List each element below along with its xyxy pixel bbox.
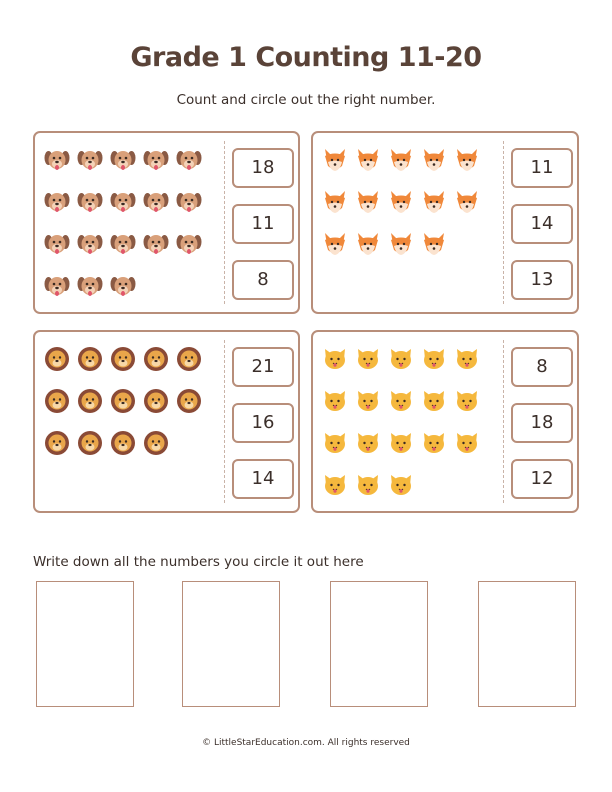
lion-face-icon <box>77 430 103 456</box>
fox-face-icon <box>421 147 447 173</box>
cat-face-icon <box>454 388 480 414</box>
answer-choice[interactable]: 21 <box>232 347 294 387</box>
answer-choice[interactable]: 11 <box>511 148 573 188</box>
fox-face-icon <box>388 231 414 257</box>
fox-face-icon <box>355 231 381 257</box>
dog-face-icon <box>44 189 70 215</box>
counting-panel <box>33 330 300 513</box>
cat-face-icon <box>454 430 480 456</box>
dashed-divider <box>224 340 225 503</box>
cat-face-icon <box>355 472 381 498</box>
dog-face-icon <box>176 189 202 215</box>
dog-face-icon <box>77 147 103 173</box>
cat-face-icon <box>355 346 381 372</box>
copyright-footer: © LittleStarEducation.com. All rights reserved <box>202 738 410 748</box>
write-instructions: Write down all the numbers you circle it out here <box>33 554 364 570</box>
fox-face-icon <box>355 189 381 215</box>
answer-choice[interactable]: 8 <box>232 260 294 300</box>
cat-face-icon <box>388 472 414 498</box>
lion-face-icon <box>44 430 70 456</box>
cat-face-icon <box>322 388 348 414</box>
answer-choice[interactable]: 16 <box>232 403 294 443</box>
dog-face-icon <box>77 273 103 299</box>
dog-face-icon <box>44 273 70 299</box>
fox-face-icon <box>388 147 414 173</box>
dog-face-icon <box>44 147 70 173</box>
cat-face-icon <box>388 430 414 456</box>
fox-face-icon <box>454 147 480 173</box>
dog-face-icon <box>110 147 136 173</box>
dog-face-icon <box>176 147 202 173</box>
answer-choice[interactable]: 12 <box>511 459 573 499</box>
cat-face-icon <box>322 472 348 498</box>
cat-face-icon <box>322 346 348 372</box>
answer-write-box[interactable] <box>330 581 428 707</box>
cat-face-icon <box>454 346 480 372</box>
lion-face-icon <box>143 346 169 372</box>
answer-write-box[interactable] <box>36 581 134 707</box>
answer-choice[interactable]: 11 <box>232 204 294 244</box>
fox-face-icon <box>454 189 480 215</box>
fox-face-icon <box>388 189 414 215</box>
fox-face-icon <box>322 231 348 257</box>
counting-panel <box>311 131 579 314</box>
fox-face-icon <box>421 189 447 215</box>
fox-face-icon <box>355 147 381 173</box>
instructions: Count and circle out the right number. <box>176 92 436 108</box>
cat-face-icon <box>355 430 381 456</box>
dog-face-icon <box>143 189 169 215</box>
lion-face-icon <box>176 388 202 414</box>
counting-panel <box>33 131 300 314</box>
dog-face-icon <box>143 231 169 257</box>
fox-face-icon <box>421 231 447 257</box>
answer-choice[interactable]: 18 <box>511 403 573 443</box>
lion-face-icon <box>77 346 103 372</box>
lion-face-icon <box>44 346 70 372</box>
cat-face-icon <box>355 388 381 414</box>
cat-face-icon <box>421 388 447 414</box>
dashed-divider <box>224 141 225 304</box>
lion-face-icon <box>176 346 202 372</box>
answer-choice[interactable]: 8 <box>511 347 573 387</box>
cat-face-icon <box>322 430 348 456</box>
dashed-divider <box>503 141 504 304</box>
answer-write-box[interactable] <box>478 581 576 707</box>
dog-face-icon <box>77 189 103 215</box>
lion-face-icon <box>110 388 136 414</box>
answer-choice[interactable]: 14 <box>511 204 573 244</box>
dog-face-icon <box>110 273 136 299</box>
answer-choice[interactable]: 14 <box>232 459 294 499</box>
counting-panel <box>311 330 579 513</box>
answer-choice[interactable]: 13 <box>511 260 573 300</box>
lion-face-icon <box>110 346 136 372</box>
lion-face-icon <box>110 430 136 456</box>
dog-face-icon <box>110 231 136 257</box>
cat-face-icon <box>388 388 414 414</box>
dog-face-icon <box>44 231 70 257</box>
dog-face-icon <box>143 147 169 173</box>
page-title: Grade 1 Counting 11-20 <box>130 42 482 73</box>
fox-face-icon <box>322 147 348 173</box>
dog-face-icon <box>176 231 202 257</box>
fox-face-icon <box>322 189 348 215</box>
lion-face-icon <box>77 388 103 414</box>
answer-write-box[interactable] <box>182 581 280 707</box>
lion-face-icon <box>143 388 169 414</box>
answer-choice[interactable]: 18 <box>232 148 294 188</box>
cat-face-icon <box>421 346 447 372</box>
cat-face-icon <box>421 430 447 456</box>
lion-face-icon <box>143 430 169 456</box>
lion-face-icon <box>44 388 70 414</box>
dog-face-icon <box>77 231 103 257</box>
cat-face-icon <box>388 346 414 372</box>
dog-face-icon <box>110 189 136 215</box>
dashed-divider <box>503 340 504 503</box>
